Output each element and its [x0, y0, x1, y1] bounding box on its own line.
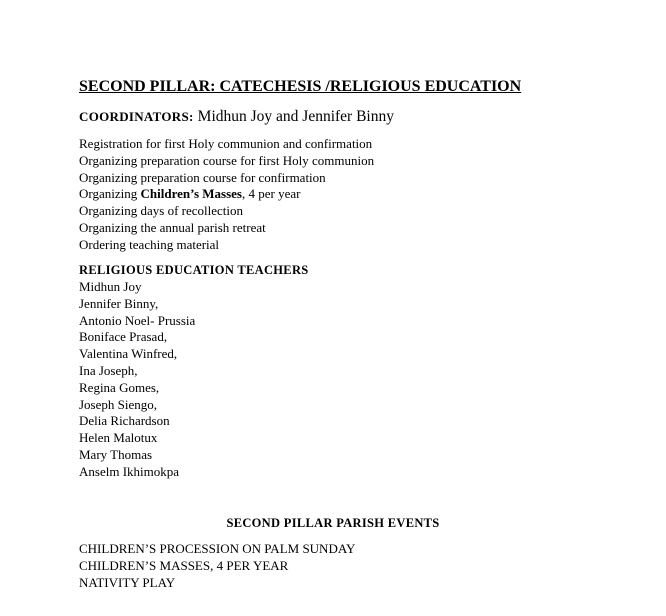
teacher-name: Midhun Joy	[79, 279, 142, 294]
teacher-name: Jennifer Binny,	[79, 295, 159, 311]
teacher-name: Joseph Siengo,	[79, 396, 157, 412]
teacher-name: Boniface Prasad,	[79, 329, 168, 345]
task-emphasis: Children’s Masses	[140, 186, 242, 202]
task-item: Organizing preparation course for confirmation	[79, 169, 326, 185]
task-text: , 4 per year	[241, 186, 301, 202]
coordinators-names: Midhun Joy and Jennifer Binny	[197, 108, 394, 125]
teacher-name: Antonio Noel- Prussia	[79, 312, 196, 328]
event-item: CHILDREN’S PROCESSION ON PALM SUNDAY	[79, 541, 356, 556]
teacher-name: Helen Malotux	[79, 430, 158, 446]
task-item: Ordering teaching material	[79, 236, 220, 252]
task-item: Organizing the annual parish retreat	[79, 219, 266, 235]
teacher-list	[79, 279, 195, 481]
coordinators-line	[79, 108, 394, 126]
events-heading: SECOND PILLAR PARISH EVENTS	[226, 516, 440, 530]
teacher-name: Mary Thomas	[79, 446, 153, 462]
event-item: CHILDREN’S MASSES, 4 PER YEAR	[79, 557, 289, 573]
task-item: Organizing preparation course for first Holy communion	[79, 152, 375, 168]
task-item: Organizing days of recollection	[79, 203, 244, 219]
teacher-name: Anselm Ikhimokpa	[79, 463, 180, 479]
teachers-heading: RELIGIOUS EDUCATION TEACHERS	[79, 263, 309, 277]
task-item	[79, 186, 374, 203]
teacher-name: Regina Gomes,	[79, 379, 160, 395]
task-list	[79, 136, 374, 254]
event-item: NATIVITY PLAY	[79, 574, 176, 590]
task-item: Registration for first Holy communion and confirmation	[79, 136, 373, 151]
task-text: Organizing	[79, 186, 141, 202]
event-list	[79, 541, 355, 591]
teacher-name: Delia Richardson	[79, 413, 170, 429]
coordinators-label: COORDINATORS:	[79, 109, 194, 124]
teacher-name: Valentina Winfred,	[79, 346, 178, 362]
page-title: SECOND PILLAR: CATECHESIS /RELIGIOUS EDUCATION	[79, 78, 522, 95]
teacher-name: Ina Joseph,	[79, 362, 138, 378]
